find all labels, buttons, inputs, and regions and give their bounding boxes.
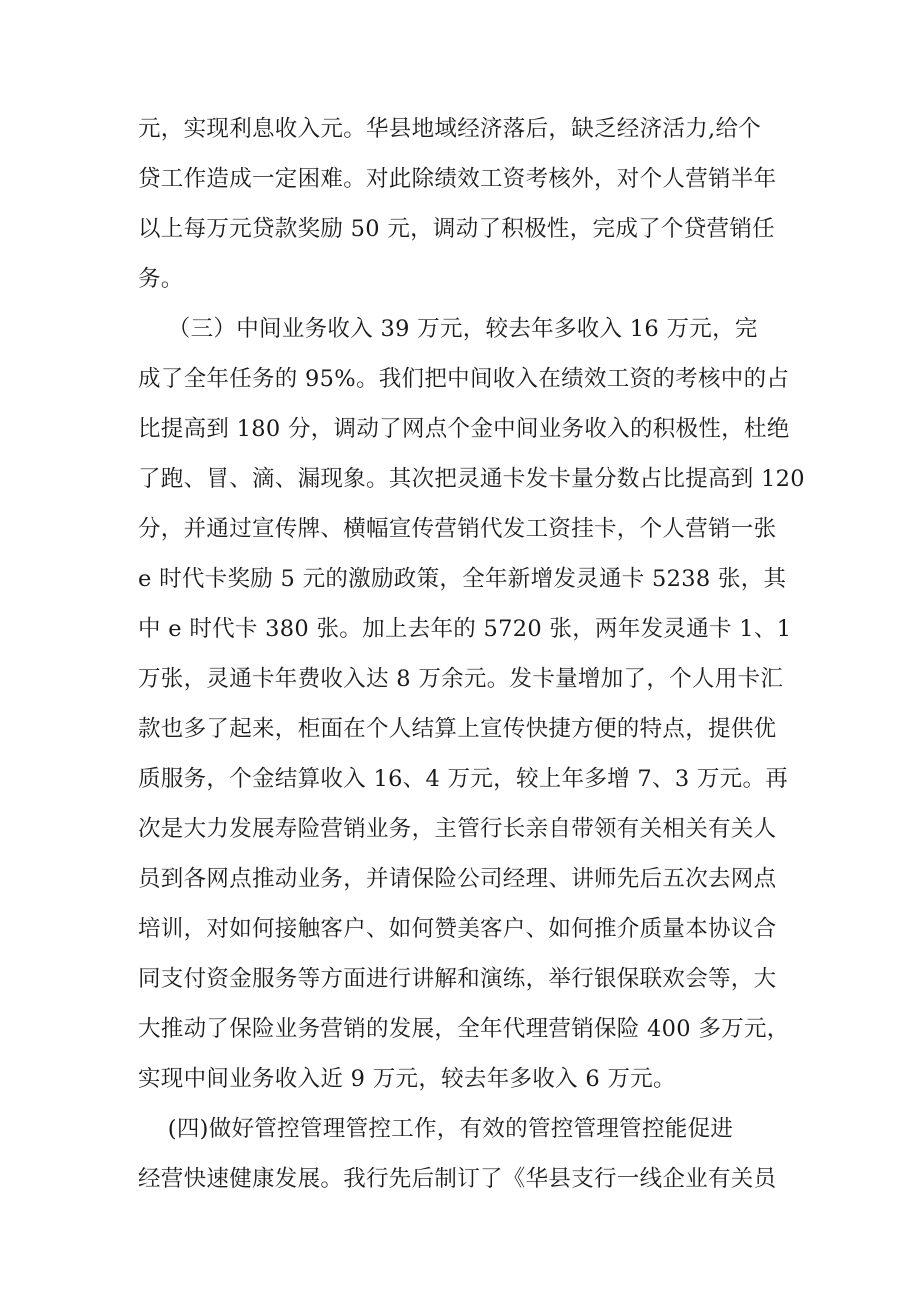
text-line: 贷工作造成一定困难。对此除绩效工资考核外，对个人营销半年: [138, 166, 777, 192]
text-line: （三）中间业务收入 39 万元，较去年多收入 16 万元，完: [138, 316, 758, 342]
text-line: 以上每万元贷款奖励 50 元，调动了积极性，完成了个贷营销任: [138, 216, 775, 242]
text-line: 质服务，个金结算收入 16、4 万元，较上年多增 7、3 万元。再: [138, 766, 789, 792]
text-line: 经营快速健康发展。我行先后制订了《华县支行一线企业有关员: [138, 1166, 777, 1192]
text-line: 次是大力发展寿险营销业务，主管行长亲自带领有关相关有关人: [138, 816, 777, 842]
text-line: 成了全年任务的 95%。我们把中间收入在绩效工资的考核中的占: [138, 366, 790, 392]
text-line: 培训，对如何接触客户、如何赞美客户、如何推介质量本协议合: [138, 916, 777, 942]
text-line: 款也多了起来，柜面在个人结算上宣传快捷方便的特点，提供优: [138, 716, 777, 742]
text-line: (四)做好管控管理管控工作，有效的管控管理管控能促进: [138, 1116, 734, 1142]
text-line: 同支付资金服务等方面进行讲解和演练，举行银保联欢会等，大: [138, 966, 777, 992]
text-line: 中 e 时代卡 380 张。加上去年的 5720 张，两年发灵通卡 1、1: [138, 616, 792, 642]
text-line: 万张，灵通卡年费收入达 8 万余元。发卡量增加了，个人用卡汇: [138, 666, 784, 692]
text-line: 务。: [138, 266, 184, 292]
text-line: 了跑、冒、滴、漏现象。其次把灵通卡发卡量分数占比提高到 120: [138, 466, 805, 492]
text-line: 实现中间业务收入近 9 万元，较去年多收入 6 万元。: [138, 1066, 676, 1092]
text-line: 比提高到 180 分，调动了网点个金中间业务收入的积极性，杜绝: [138, 416, 790, 442]
text-line: 员到各网点推动业务，并请保险公司经理、讲师先后五次去网点: [138, 866, 777, 892]
text-line: 大推动了保险业务营销的发展，全年代理营销保险 400 多万元，: [138, 1016, 790, 1042]
text-line: e 时代卡奖励 5 元的激励政策，全年新增发灵通卡 5238 张，其: [138, 566, 787, 592]
text-line: 元，实现利息收入元。华县地域经济落后，缺乏经济活力,给个: [138, 116, 762, 142]
text-line: 分，并通过宣传牌、横幅宣传营销代发工资挂卡，个人营销一张: [138, 516, 777, 542]
